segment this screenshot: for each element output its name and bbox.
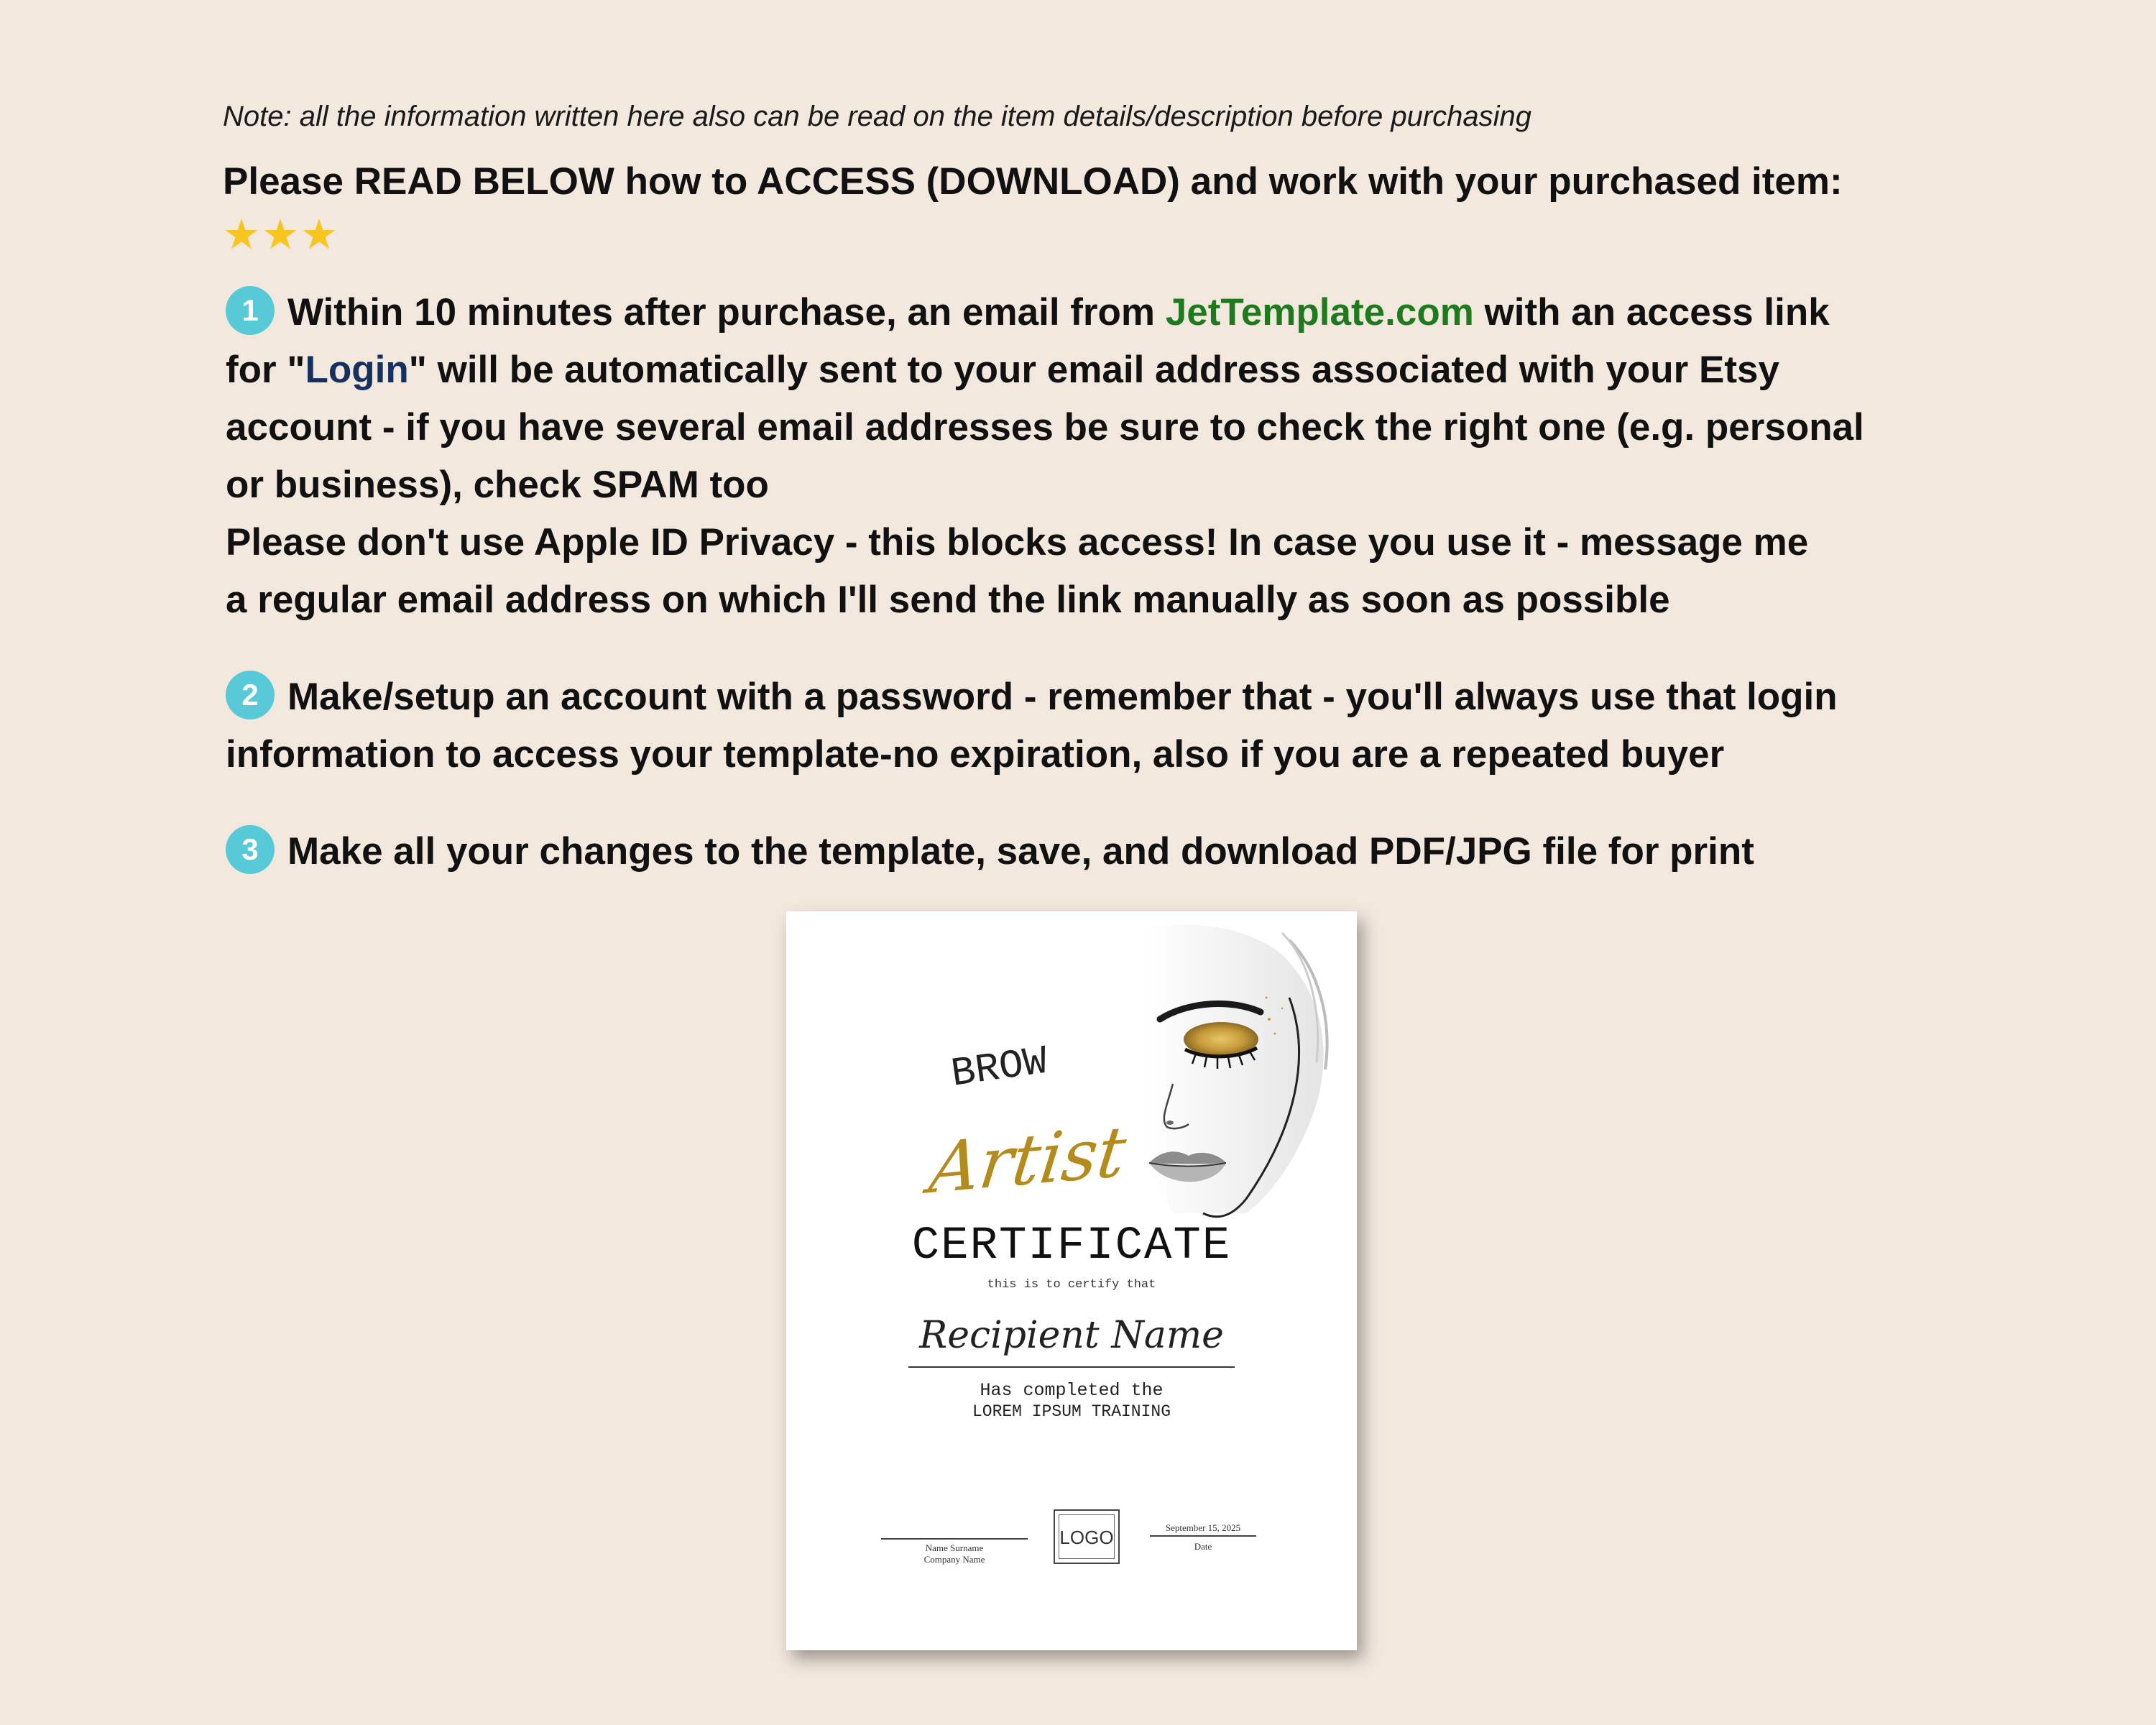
step-3-line-1	[226, 823, 1950, 880]
step-1-line-5: Please don't use Apple ID Privacy - this blocks access! In case you use it - message me	[226, 521, 1809, 564]
certificate-brow-text: BROW	[948, 1038, 1051, 1098]
step-2-number-badge: 2	[226, 671, 275, 719]
certificate-recipient-name: Recipient Name	[919, 1314, 1224, 1357]
step-1-number-badge: 1	[226, 286, 275, 335]
certificate-certify-text: this is to certify that	[987, 1278, 1156, 1292]
step-3	[226, 823, 1950, 880]
certificate-training-text: LOREM IPSUM TRAINING	[972, 1402, 1171, 1421]
signer-company: Company Name	[923, 1554, 985, 1565]
step-3-number-badge: 3	[226, 825, 275, 874]
rating-stars: ★★★	[223, 211, 339, 258]
purchase-note: Note: all the information written here also can be read on the item details/description before purchasing	[223, 101, 1532, 132]
step-1-text-b: with an access link	[1473, 291, 1830, 334]
certificate-date-label: Date	[1194, 1541, 1212, 1552]
date-line	[1150, 1535, 1256, 1537]
certificate-completed-text: Has completed the	[980, 1380, 1164, 1401]
jettemplate-brand-text: JetTemplate.com	[1165, 291, 1474, 334]
logo-text: LOGO	[1059, 1514, 1115, 1559]
step-1-line-3: account - if you have several email addresses be sure to check the right one (e.g. personal	[226, 406, 1864, 448]
step-1-text-a: Within 10 minutes after purchase, an email from	[287, 291, 1166, 334]
step-1-line-2-a: for "	[226, 349, 305, 391]
step-1-line-2-b: " will be automatically sent to your email address associated with your Etsy	[408, 349, 1779, 391]
step-3-text: Make all your changes to the template, save, and download PDF/JPG file for print	[287, 830, 1754, 873]
step-2-line-1	[226, 668, 1950, 726]
recipient-underline	[908, 1366, 1235, 1368]
step-1	[226, 284, 1950, 629]
instructions-heading: Please READ BELOW how to ACCESS (DOWNLOAD) and work with your purchased item:	[223, 160, 1843, 203]
step-2-line-2: information to access your template-no expiration, also if you are a repeated buyer	[226, 733, 1725, 776]
logo-placeholder	[1054, 1509, 1120, 1564]
step-1-line-4: or business), check SPAM too	[226, 464, 769, 506]
certificate-artist-text: Artist	[925, 1110, 1130, 1210]
signer-name: Name Surname	[925, 1542, 984, 1553]
signature-line	[881, 1538, 1028, 1540]
certificate-preview	[786, 911, 1357, 1650]
step-2-text: Make/setup an account with a password - remember that - you'll always use that login	[287, 676, 1838, 718]
step-1-line-2	[226, 341, 1950, 399]
step-1-line-6: a regular email address on which I'll send the link manually as soon as possible	[226, 579, 1670, 621]
login-text: Login	[305, 349, 409, 391]
certificate-title: CERTIFICATE	[911, 1220, 1232, 1272]
step-1-line-1	[226, 284, 1950, 341]
step-2	[226, 668, 1950, 783]
certificate-date-value: September 15, 2025	[1165, 1522, 1241, 1533]
